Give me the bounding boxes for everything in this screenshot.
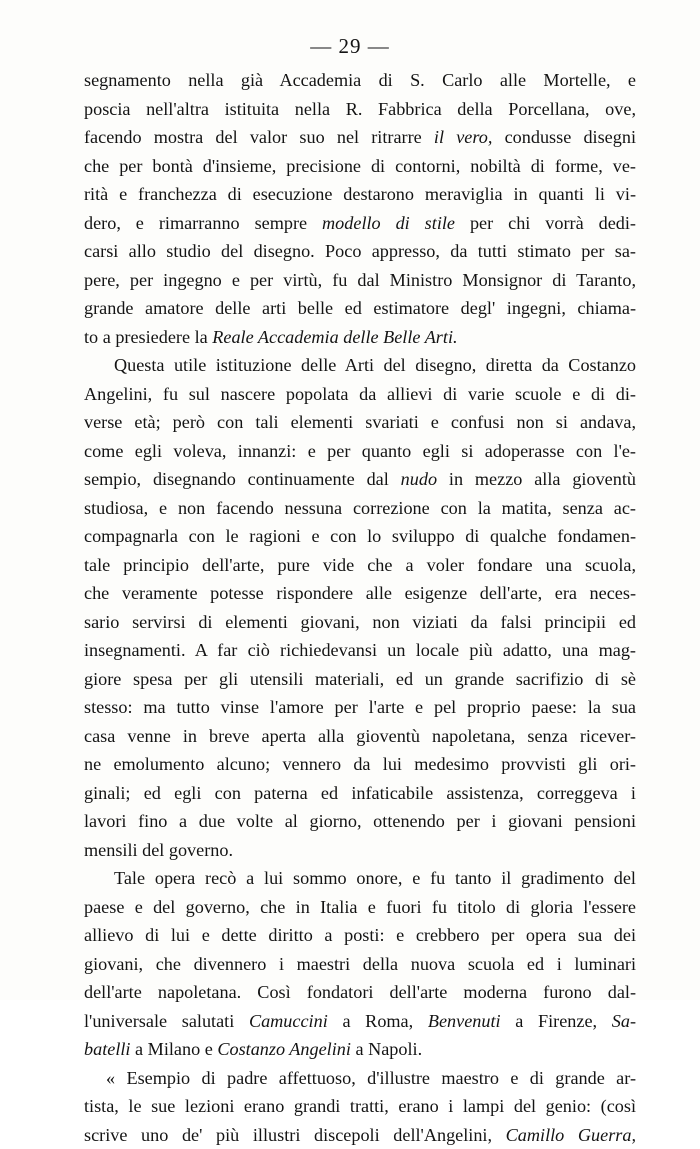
- text-line: [84, 1035, 636, 1064]
- text-segment: per chi vorrà dedi-: [455, 213, 636, 233]
- text-line: [84, 779, 636, 808]
- text-segment: giore spesa per gli utensili materiali, ed un grande sacrifizio di sè: [84, 669, 636, 689]
- text-segment: a Firenze,: [501, 1011, 612, 1031]
- text-line: [84, 209, 636, 238]
- text-segment: segnamento nella già Accademia di S. Carlo alle Mortelle, e: [84, 70, 636, 90]
- text-segment: scrive uno de' più illustri discepoli dell'Angelini,: [84, 1125, 506, 1145]
- text-segment: poscia nell'altra istituita nella R. Fabbrica della Porcellana, ove,: [84, 99, 636, 119]
- text-segment: paese e del governo, che in Italia e fuori fu titolo di gloria l'essere: [84, 897, 636, 917]
- text-line: [84, 722, 636, 751]
- text-segment: carsi allo studio del disegno. Poco appresso, da tutti stimato per sa-: [84, 241, 636, 261]
- text-segment: Questa utile istituzione delle Arti del disegno, diretta da Costanzo: [114, 355, 636, 375]
- text-line: [84, 750, 636, 779]
- italic-text: modello di stile: [322, 213, 455, 233]
- italic-text: Camuccini: [249, 1011, 328, 1031]
- text-line: [84, 152, 636, 181]
- text-line: [84, 408, 636, 437]
- text-line: [84, 351, 636, 380]
- text-segment: che veramente potesse rispondere alle esigenze dell'arte, era neces-: [84, 583, 636, 603]
- text-segment: « Esempio di padre affettuoso, d'illustre maestro e di grande ar-: [106, 1068, 636, 1088]
- text-segment: ginali; ed egli con paterna ed infaticabile assistenza, correggeva i: [84, 783, 636, 803]
- text-line: [84, 836, 636, 865]
- text-line: [84, 1064, 636, 1093]
- text-segment: ne emolumento alcuno; vennero da lui medesimo provvisti gli ori-: [84, 754, 636, 774]
- text-line: [84, 579, 636, 608]
- text-segment: condusse disegni: [492, 127, 636, 147]
- text-segment: grande amatore delle arti belle ed estimatore degl' ingegni, chiama-: [84, 298, 636, 318]
- text-line: [84, 323, 636, 352]
- italic-text: il vero,: [434, 127, 492, 147]
- text-segment: sario servirsi di elementi giovani, non viziati da falsi principii ed: [84, 612, 636, 632]
- text-segment: insegnamenti. A far ciò richiedevansi un locale più adatto, una mag-: [84, 640, 636, 660]
- text-line: [84, 465, 636, 494]
- text-segment: studiosa, e non facendo nessuna correzione con la matita, senza ac-: [84, 498, 636, 518]
- text-segment: rità e franchezza di esecuzione destarono meraviglia in quanti li vi-: [84, 184, 636, 204]
- text-segment: dell'arte napoletana. Così fondatori dell'arte moderna furono dal-: [84, 982, 636, 1002]
- text-line: [84, 1092, 636, 1121]
- text-segment: dero, e rimarranno sempre: [84, 213, 322, 233]
- text-segment: tista, le sue lezioni erano grandi tratti, erano i lampi del genio: (così: [84, 1096, 636, 1116]
- text-segment: Angelini, fu sul nascere popolata da allievi di varie scuole e di di-: [84, 384, 636, 404]
- text-segment: lavori fino a due volte al giorno, ottenendo per i giovani pensioni: [84, 811, 636, 831]
- text-line: [84, 693, 636, 722]
- text-segment: come egli voleva, innanzi: e per quanto egli si adoperasse con l'e-: [84, 441, 636, 461]
- text-segment: verse età; però con tali elementi svariati e confusi non si andava,: [84, 412, 636, 432]
- text-segment: l'universale salutati: [84, 1011, 249, 1031]
- text-segment: a Napoli.: [351, 1039, 422, 1059]
- text-line: [84, 237, 636, 266]
- text-segment: mensili del governo.: [84, 840, 233, 860]
- italic-text: nudo: [401, 469, 437, 489]
- text-line: [84, 180, 636, 209]
- italic-text: Reale Accademia delle Belle Arti.: [212, 327, 457, 347]
- text-segment: giovani, che divennero i maestri della nuova scuola ed i luminari: [84, 954, 636, 974]
- italic-text: Benvenuti: [428, 1011, 501, 1031]
- text-segment: che per bontà d'insieme, precisione di contorni, nobiltà di forme, ve-: [84, 156, 636, 176]
- text-line: [84, 437, 636, 466]
- text-line: [84, 893, 636, 922]
- body-text: [84, 66, 636, 1149]
- text-segment: casa venne in breve aperta alla gioventù napoletana, senza ricever-: [84, 726, 636, 746]
- italic-text: Sa-: [612, 1011, 636, 1031]
- text-line: [84, 636, 636, 665]
- page-number: — 29 —: [0, 34, 700, 59]
- text-line: [84, 864, 636, 893]
- text-segment: stesso: ma tutto vinse l'amore per l'arte e pel proprio paese: la sua: [84, 697, 636, 717]
- text-line: [84, 978, 636, 1007]
- text-line: [84, 66, 636, 95]
- text-line: [84, 95, 636, 124]
- text-segment: facendo mostra del valor suo nel ritrarre: [84, 127, 434, 147]
- text-line: [84, 123, 636, 152]
- text-segment: a Milano e: [130, 1039, 217, 1059]
- text-line: [84, 921, 636, 950]
- text-segment: allievo di lui e dette diritto a posti: e crebbero per opera sua dei: [84, 925, 636, 945]
- text-line: [84, 950, 636, 979]
- text-segment: tale principio dell'arte, pure vide che a voler fondare una scuola,: [84, 555, 636, 575]
- text-segment: a Roma,: [328, 1011, 428, 1031]
- text-segment: Tale opera recò a lui sommo onore, e fu tanto il gradimento del: [114, 868, 636, 888]
- text-line: [84, 494, 636, 523]
- italic-text: Costanzo Angelini: [217, 1039, 351, 1059]
- text-line: [84, 380, 636, 409]
- text-segment: in mezzo alla gioventù: [437, 469, 636, 489]
- text-segment: to a presiedere la: [84, 327, 212, 347]
- text-line: [84, 1121, 636, 1149]
- text-line: [84, 294, 636, 323]
- text-line: [84, 522, 636, 551]
- text-segment: pere, per ingegno e per virtù, fu dal Ministro Monsignor di Taranto,: [84, 270, 636, 290]
- text-line: [84, 807, 636, 836]
- text-line: [84, 1007, 636, 1036]
- text-line: [84, 665, 636, 694]
- italic-text: batelli: [84, 1039, 130, 1059]
- text-segment: sempio, disegnando continuamente dal: [84, 469, 401, 489]
- text-segment: compagnarla con le ragioni e con lo sviluppo di qualche fondamen-: [84, 526, 636, 546]
- text-line: [84, 551, 636, 580]
- italic-text: Camillo Guerra,: [506, 1125, 636, 1145]
- text-line: [84, 608, 636, 637]
- text-line: [84, 266, 636, 295]
